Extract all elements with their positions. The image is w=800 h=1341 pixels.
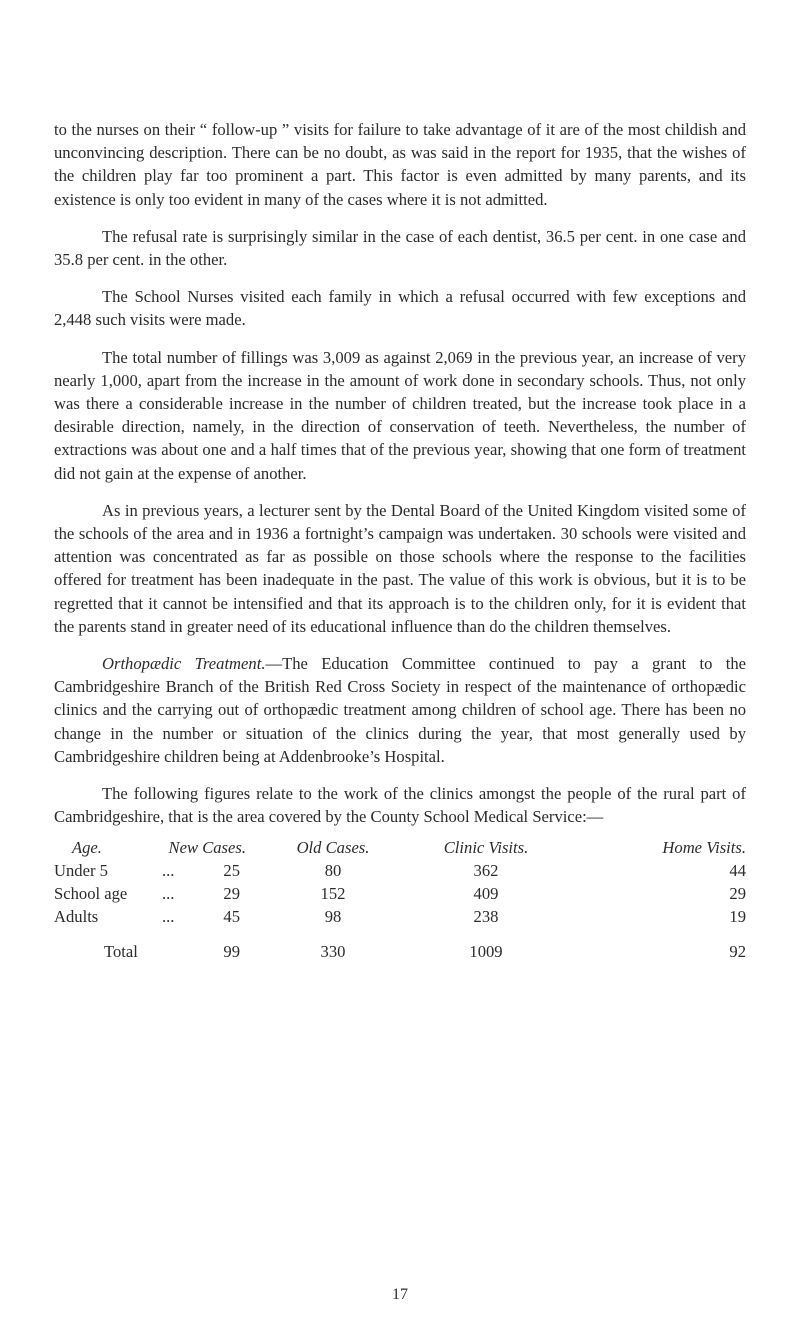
orthopaedic-body-text: —The Education Committee continued to pay a grant to the Cambridgeshire Branch of the British Red Cross Society in respect of the maintenance of orthopædic clinics and the carrying out of orthopædic treatment among children of school age. There has been no change in the number or situation of the clinics during the year, that most generally used by Cambridgeshire children being at Addenbrooke’s Hospital. (54, 654, 746, 766)
cell-new-cases: 29 (223, 884, 240, 904)
cell-leader-dots: ... (162, 884, 175, 904)
table-row (54, 859, 746, 882)
total-old-cases: 330 (320, 942, 346, 962)
paragraph-follow-up-visits: to the nurses on their “ follow-up ” visits for failure to take advantage of it are of the most childish and unconvincing description. There can be no doubt, as was said in the report for 1935, that the wishes of the children play far too prominent a part. This factor is even admitted by many parents, and its existence is only too evident in many of the cases where it is not admitted. (54, 120, 746, 209)
cell-age: School age (54, 884, 128, 904)
cell-new-cases: 25 (223, 861, 240, 881)
cell-home-visits: 44 (729, 861, 746, 881)
table-header-row (54, 836, 746, 859)
total-home-visits: 92 (729, 942, 746, 962)
paragraph-orthopaedic-treatment (54, 652, 746, 768)
paragraph-fillings: The total number of fillings was 3,009 as against 2,069 in the previous year, an increase of very nearly 1,000, apart from the increase in the amount of work done in secondary schools. Thus, not only was there a considerable increase in the number of children treated, but the increase took place in a desirable direction, namely, in the direction of conservation of teeth. Nevertheless, the number of extractions was about one and a half times that of the previous year, showing that one form of treatment did not gain at the expense of another. (54, 347, 746, 483)
total-label: Total (104, 942, 138, 962)
header-home-visits: Home Visits. (662, 838, 746, 858)
header-age: Age. (72, 838, 102, 858)
table-row (54, 905, 746, 928)
table-row (54, 882, 746, 905)
cell-old-cases: 152 (320, 884, 346, 904)
paragraph-dental-board-lecturer: As in previous years, a lecturer sent by the Dental Board of the United Kingdom visited some of the schools of the area and in 1936 a fortnight’s campaign was undertaken. 30 schools were visited and attention was concentrated as far as possible on those schools where the response to the facilities offered for treatment has been inadequate in the past. The value of this work is obvious, but it is to be regretted that it cannot be intensified and that its approach is to the children only, for it is evident that the parents stand in greater need of its educational influence than do the children themselves. (54, 500, 746, 636)
cell-age: Under 5 (54, 861, 108, 881)
header-new-cases: New Cases. (168, 838, 246, 858)
page-number: 17 (392, 1286, 408, 1303)
header-old-cases: Old Cases. (296, 838, 370, 858)
cell-home-visits: 19 (729, 907, 746, 927)
cell-home-visits: 29 (729, 884, 746, 904)
cell-clinic-visits: 238 (473, 907, 499, 927)
cell-old-cases: 98 (324, 907, 342, 927)
cell-clinic-visits: 362 (473, 861, 499, 881)
total-clinic-visits: 1009 (469, 942, 503, 962)
total-new-cases: 99 (223, 942, 240, 962)
cell-leader-dots: ... (162, 861, 175, 881)
cell-age: Adults (54, 907, 99, 927)
header-clinic-visits: Clinic Visits. (443, 838, 529, 858)
cell-old-cases: 80 (324, 861, 342, 881)
paragraph-clinic-figures-intro: The following figures relate to the work of the clinics amongst the people of the rural part of Cambridgeshire, that is the area covered by the County School Medical Service:— (54, 784, 746, 827)
cell-new-cases: 45 (223, 907, 240, 927)
cell-leader-dots: ... (162, 907, 175, 927)
paragraph-refusal-rate: The refusal rate is surprisingly similar in the case of each dentist, 36.5 per cent. in one case and 35.8 per cent. in the other. (54, 226, 746, 270)
paragraph-school-nurses: The School Nurses visited each family in which a refusal occurred with few exceptions and 2,448 such visits were made. (54, 287, 746, 330)
table-total-row (54, 940, 746, 963)
document-page (54, 118, 746, 962)
cell-clinic-visits: 409 (473, 884, 499, 904)
section-heading-orthopaedic: Orthopædic Treatment. (102, 654, 266, 674)
clinic-figures-table (54, 836, 746, 962)
